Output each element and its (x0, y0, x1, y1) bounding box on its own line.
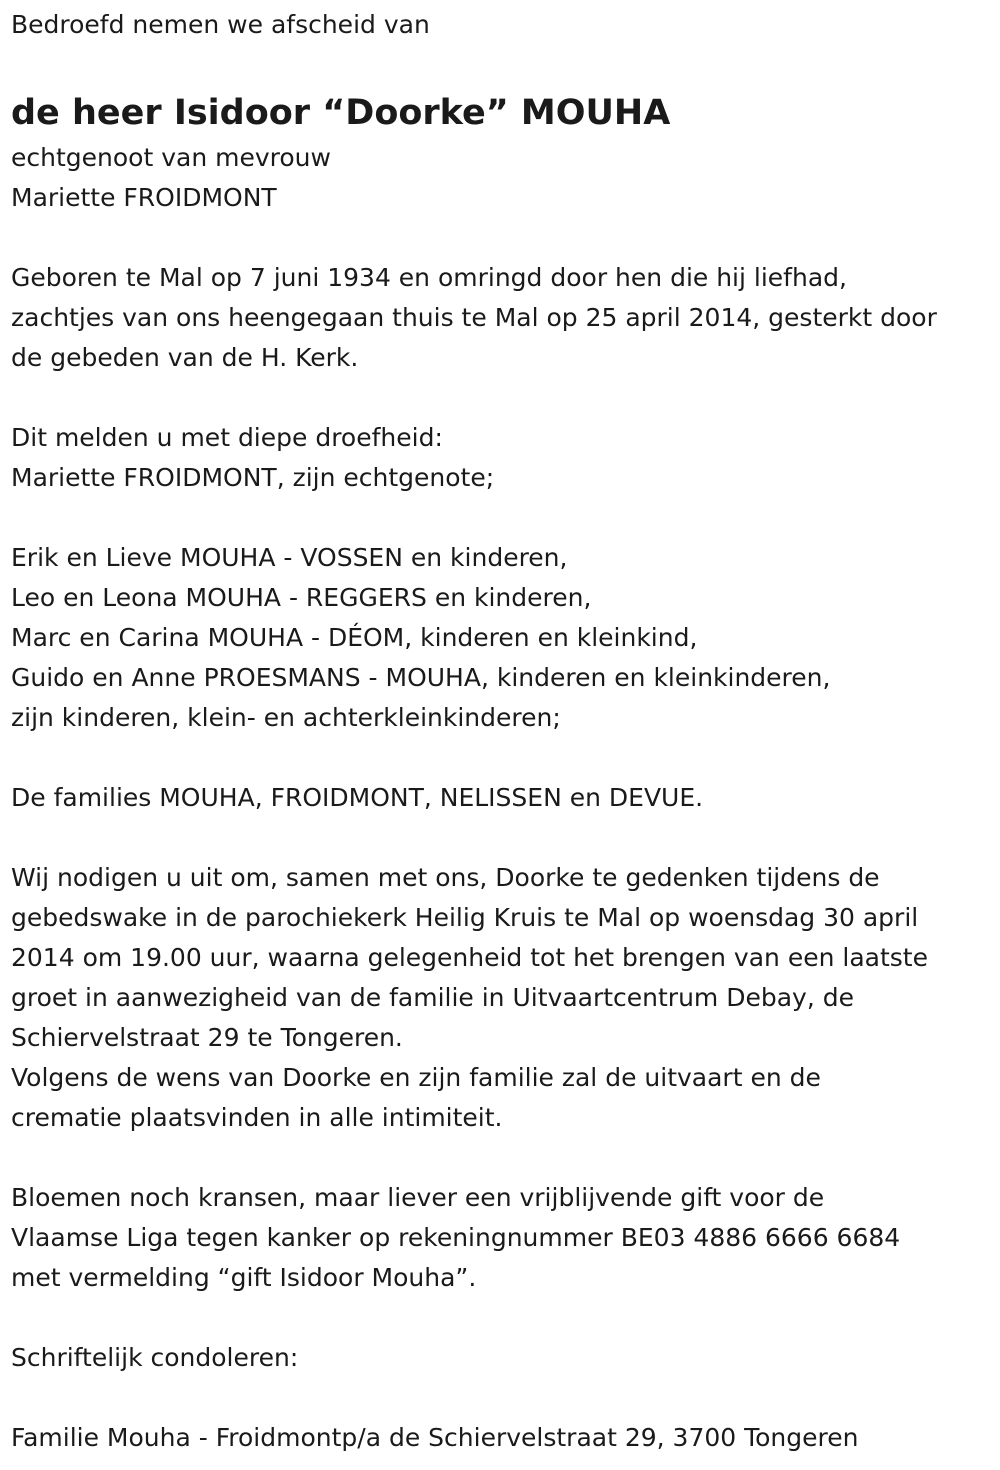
spacer (11, 738, 996, 778)
invitation-line: Wij nodigen u uit om, samen met ons, Doorke te gedenken tijdens de (11, 863, 880, 892)
spacer (11, 378, 996, 418)
announcement-line: Dit melden u met diepe droefheid: (11, 423, 443, 452)
spouse-line: echtgenoot van mevrouw (11, 143, 331, 172)
families-line: De families MOUHA, FROIDMONT, NELISSEN en DEVUE. (11, 783, 704, 812)
invitation-line: Schiervelstraat 29 te Tongeren. (11, 1023, 403, 1052)
spacer (11, 498, 996, 538)
intro-text: Bedroefd nemen we afscheid van (11, 10, 430, 39)
spacer (11, 1138, 996, 1178)
condolence-address: Familie Mouha - Froidmontp/a de Schiervelstraat 29, 3700 Tongeren (11, 1423, 859, 1452)
invitation-line: crematie plaatsvinden in alle intimiteit. (11, 1103, 503, 1132)
children-line: Erik en Lieve MOUHA - VOSSEN en kinderen, (11, 543, 568, 572)
children-line: Guido en Anne PROESMANS - MOUHA, kinderen en kleinkinderen, (11, 663, 831, 692)
condolence-label: Schriftelijk condoleren: (11, 1343, 299, 1372)
deceased-name: de heer Isidoor “Doorke” MOUHA (11, 93, 671, 133)
funeral-notice (11, 0, 996, 1458)
invitation-line: gebedswake in de parochiekerk Heilig Kruis te Mal op woensdag 30 april (11, 903, 919, 932)
birth-death-line: zachtjes van ons heengegaan thuis te Mal op 25 april 2014, gesterkt door (11, 303, 937, 332)
invitation-line: Volgens de wens van Doorke en zijn familie zal de uitvaart en de (11, 1063, 821, 1092)
spacer (11, 818, 996, 858)
children-line: zijn kinderen, klein- en achterkleinkinderen; (11, 703, 561, 732)
invitation-line: 2014 om 19.00 uur, waarna gelegenheid tot het brengen van een laatste (11, 943, 928, 972)
birth-death-line: de gebeden van de H. Kerk. (11, 343, 359, 372)
invitation-line: groet in aanwezigheid van de familie in Uitvaartcentrum Debay, de (11, 983, 854, 1012)
announcement-line: Mariette FROIDMONT, zijn echtgenote; (11, 463, 495, 492)
flowers-line: Vlaamse Liga tegen kanker op rekeningnummer BE03 4886 6666 6684 (11, 1223, 901, 1252)
birth-death-line: Geboren te Mal op 7 juni 1934 en omringd door hen die hij liefhad, (11, 263, 847, 292)
spacer (11, 1298, 996, 1338)
children-line: Leo en Leona MOUHA - REGGERS en kinderen, (11, 583, 592, 612)
children-line: Marc en Carina MOUHA - DÉOM, kinderen en kleinkind, (11, 623, 698, 652)
flowers-line: Bloemen noch kransen, maar liever een vrijblijvende gift voor de (11, 1183, 825, 1212)
spacer (11, 218, 996, 258)
spacer (11, 1378, 996, 1418)
flowers-line: met vermelding “gift Isidoor Mouha”. (11, 1263, 477, 1292)
spouse-line: Mariette FROIDMONT (11, 183, 277, 212)
